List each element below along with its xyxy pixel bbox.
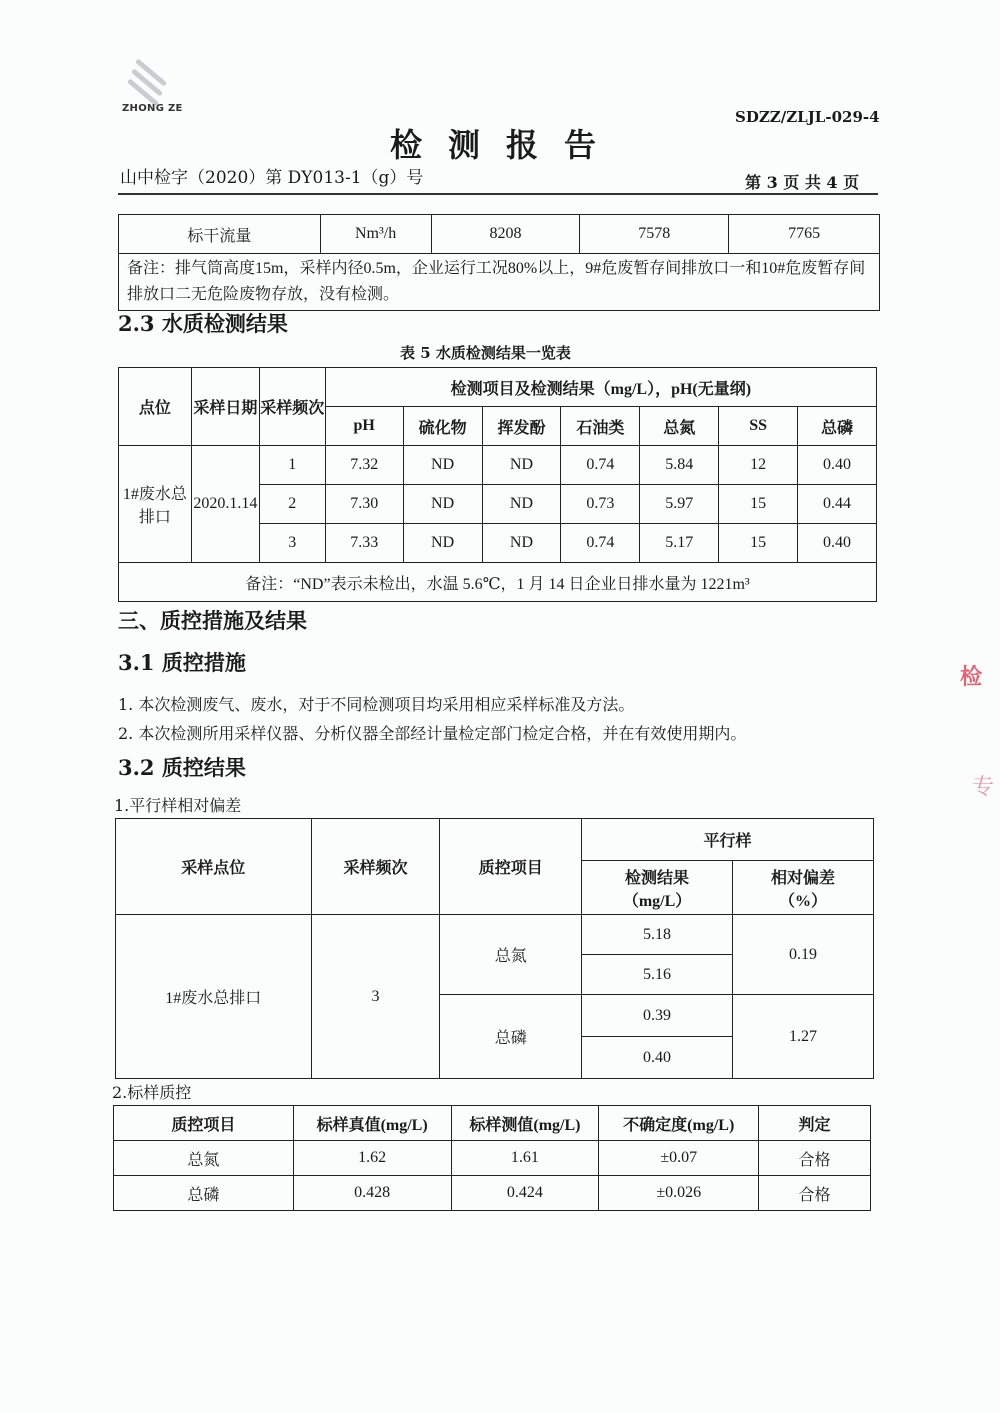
cell-value: 0.44 [798, 485, 877, 524]
header-divider [118, 193, 878, 195]
water-quality-table [118, 367, 877, 602]
cell-value: ND [403, 485, 482, 524]
water-note: 备注：“ND”表示未检出，水温 5.6℃，1 月 14 日企业日排水量为 1221m³ [119, 563, 877, 602]
parallel-sample-table [115, 818, 874, 1079]
cell-result: 5.16 [582, 955, 733, 995]
header-result: 检测结果（mg/L） [582, 861, 733, 915]
table-row [114, 1176, 871, 1211]
header-item: 石油类 [561, 407, 640, 446]
cell-freq: 3 [259, 524, 325, 563]
table-caption: 表 5 水质检测结果一览表 [400, 344, 571, 362]
cell-value: ND [482, 485, 561, 524]
header-group: 检测项目及检测结果（mg/L），pH(无量纲) [325, 368, 876, 407]
table-header-row [119, 368, 877, 407]
flow-value: 7578 [580, 215, 729, 254]
cell-freq: 1 [259, 446, 325, 485]
flow-label: 标干流量 [119, 215, 321, 254]
cell-value: 总氮 [114, 1141, 294, 1176]
official-seal-fragment: 检 [960, 665, 983, 690]
flow-unit: Nm³/h [320, 215, 431, 254]
standard-sample-title: 2.标样质控 [112, 1083, 192, 1102]
section-heading: 三、质控措施及结果 [118, 608, 307, 633]
cell-freq: 3 [311, 915, 440, 1079]
cell-value: 合格 [759, 1176, 871, 1211]
table-row [114, 1141, 871, 1176]
table-row [119, 254, 880, 311]
header-cell: 标样真值(mg/L) [293, 1106, 451, 1141]
cell-value: 15 [719, 485, 798, 524]
cell-result: 0.39 [582, 995, 733, 1037]
cell-value: ±0.026 [599, 1176, 759, 1211]
cell-value: 0.40 [798, 446, 877, 485]
document-code: SDZZ/ZLJL-029-4 [735, 108, 880, 126]
header-cell: 判定 [759, 1106, 871, 1141]
cell-value: 12 [719, 446, 798, 485]
cell-freq: 2 [259, 485, 325, 524]
subsection-heading: 3.1 质控措施 [118, 650, 246, 675]
cell-value: 0.40 [798, 524, 877, 563]
table-row [119, 446, 877, 485]
cell-result: 0.40 [582, 1037, 733, 1079]
cell-value: 5.17 [640, 524, 719, 563]
cell-value: 5.97 [640, 485, 719, 524]
header-cell: 不确定度(mg/L) [599, 1106, 759, 1141]
cell-value: ND [482, 524, 561, 563]
table-row [119, 563, 877, 602]
header-point: 点位 [119, 368, 192, 446]
report-number: 山中检字（2020）第 DY013-1（g）号 [120, 168, 424, 188]
cell-point: 1#废水总排口 [119, 446, 192, 563]
table-row [116, 915, 874, 955]
cell-result: 5.18 [582, 915, 733, 955]
header-item: SS [719, 407, 798, 446]
subsection-heading: 3.2 质控结果 [118, 755, 246, 780]
cell-value: ±0.07 [599, 1141, 759, 1176]
parallel-sample-title: 1.平行样相对偏差 [114, 796, 242, 815]
cell-item: 总氮 [440, 915, 582, 995]
header-item: 质控项目 [440, 819, 582, 915]
cell-item: 总磷 [440, 995, 582, 1079]
header-point: 采样点位 [116, 819, 312, 915]
table-header-row [114, 1106, 871, 1141]
cell-value: 合格 [759, 1141, 871, 1176]
header-group: 平行样 [582, 819, 874, 861]
header-item: 总磷 [798, 407, 877, 446]
cell-date: 2020.1.14 [191, 446, 259, 563]
logo-text: ZHONG ZE [122, 103, 183, 114]
table-row [119, 215, 880, 254]
cell-value: 0.73 [561, 485, 640, 524]
measure-item: 2. 本次检测所用采样仪器、分析仪器全部经计量检定部门检定合格，并在有效使用期内。 [118, 724, 747, 743]
header-freq: 采样频次 [311, 819, 440, 915]
cell-deviation: 1.27 [733, 995, 874, 1079]
cell-value: 15 [719, 524, 798, 563]
header-date: 采样日期 [191, 368, 259, 446]
header-item: 硫化物 [403, 407, 482, 446]
header-freq: 采样频次 [259, 368, 325, 446]
measure-item: 1. 本次检测废气、废水，对于不同检测项目均采用相应采样标准及方法。 [118, 695, 635, 714]
cell-point: 1#废水总排口 [116, 915, 312, 1079]
cell-value: ND [482, 446, 561, 485]
flow-note: 备注：排气筒高度15m，采样内径0.5m，企业运行工况80%以上，9#危废暂存间排放口一和10#危废暂存间排放口二无危险废物存放，没有检测。 [119, 254, 880, 311]
cell-value: 5.84 [640, 446, 719, 485]
header-cell: 质控项目 [114, 1106, 294, 1141]
page-indicator: 第 3 页 共 4 页 [745, 173, 860, 192]
cell-value: 7.30 [325, 485, 403, 524]
cell-value: 0.74 [561, 446, 640, 485]
cell-value: 7.32 [325, 446, 403, 485]
official-seal-fragment: 专 [972, 775, 995, 800]
header-item: 挥发酚 [482, 407, 561, 446]
cell-value: 0.428 [293, 1176, 451, 1211]
flow-value: 8208 [431, 215, 580, 254]
report-title: 检测报告 [390, 126, 623, 164]
cell-value: 总磷 [114, 1176, 294, 1211]
cell-value: ND [403, 524, 482, 563]
cell-value: 1.61 [451, 1141, 599, 1176]
section-heading: 2.3 水质检测结果 [118, 311, 288, 336]
flow-value: 7765 [729, 215, 880, 254]
cell-value: 1.62 [293, 1141, 451, 1176]
header-item: 总氮 [640, 407, 719, 446]
cell-value: 7.33 [325, 524, 403, 563]
cell-value: 0.74 [561, 524, 640, 563]
header-deviation: 相对偏差（%） [733, 861, 874, 915]
header-item: pH [325, 407, 403, 446]
cell-value: 0.424 [451, 1176, 599, 1211]
cell-value: ND [403, 446, 482, 485]
header-cell: 标样测值(mg/L) [451, 1106, 599, 1141]
standard-sample-table [113, 1105, 871, 1211]
cell-deviation: 0.19 [733, 915, 874, 995]
table-header-row [116, 819, 874, 861]
flow-table [118, 214, 880, 311]
